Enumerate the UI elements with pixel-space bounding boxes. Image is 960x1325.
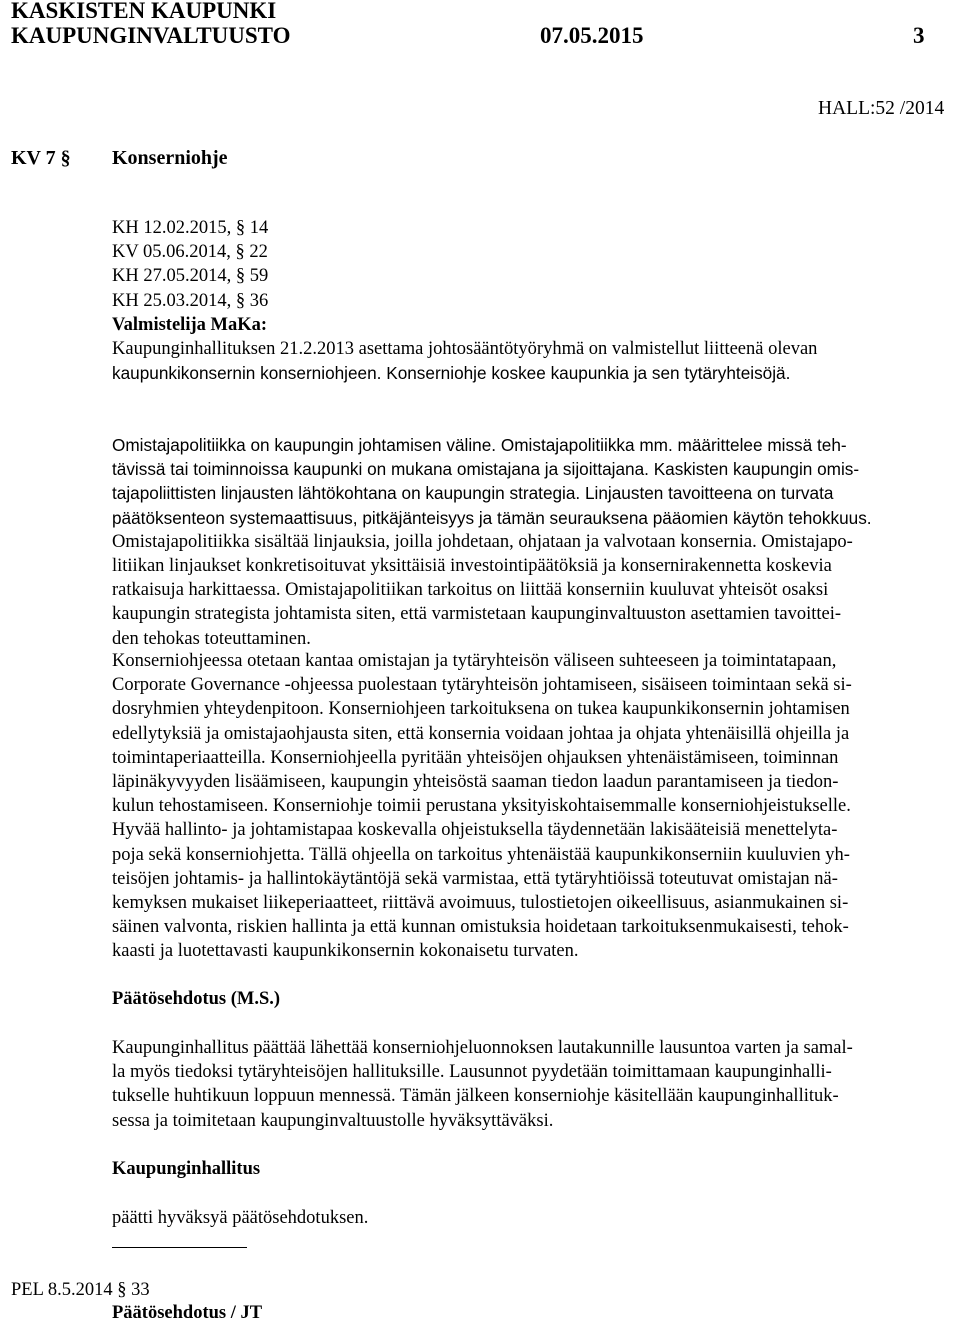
group-line: Konserniohjeessa otetaan kantaa omistajan ja tytäryhteisön väliseen suhteeseen ja toimintatapaan, — [112, 651, 837, 671]
group-line: kemyksen mukaiset liikeperiaatteet, riittävä avoimuus, tulostietojen oikeellisuus, asianmukainen si- — [112, 893, 849, 914]
group-line: kaasti ja luotettavasti kaupunkikonsernin kokonaisetu turvaten. — [112, 941, 579, 962]
proposal-line: sessa ja toimitetaan kaupunginvaltuustolle hyväksyttäväksi. — [112, 1110, 554, 1131]
policy-paragraph — [112, 433, 940, 651]
proposal-line: la myös tiedoksi tytäryhteisöjen hallituksille. Lausunnot pyydetään toimittamaan kaupunginhalli- — [112, 1062, 832, 1083]
policy-line: ratkaisuja harkittaessa. Omistajapolitiikan tarkoitus on liittää konserniin kuuluvat yhteisöt osaksi — [112, 580, 829, 601]
divider-line — [112, 1247, 247, 1248]
footer-heading: Päätösehdotus / JT — [112, 1303, 263, 1323]
history-entry: KV 05.06.2014, § 22 — [112, 242, 268, 263]
case-reference: HALL:52 /2014 — [818, 98, 945, 119]
intro-line: kaupunkikonsernin konserniohjeen. Konserniohje koskee kaupunkia ja sen tytäryhteisöjä. — [112, 363, 791, 384]
body-name: KAUPUNGINVALTUUSTO — [11, 23, 291, 48]
group-line: Hyvää hallinto- ja johtamistapaa koskevalla ohjeistuksella täydennetään lakisääteisiä menettelyta- — [112, 820, 838, 841]
group-line: edellytyksiä ja omistajaohjausta siten, että konsernia voidaan johtaa ja ohjata yhtenäisillä ohjeilla ja — [112, 723, 850, 744]
group-line: poja sekä konserniohjetta. Tällä ohjeella on tarkoitus yhtenäistää kaupunkikonserniin kuuluvien yh- — [112, 844, 850, 865]
group-line: kulun tehostamiseen. Konserniohje toimii perustana yksityiskohtaisemmalle konserniohjeistukselle. — [112, 796, 851, 817]
group-guideline-paragraph — [112, 649, 940, 964]
pel-reference: PEL 8.5.2014 § 33 — [11, 1280, 150, 1300]
history-entry: KH 27.05.2014, § 59 — [112, 266, 269, 287]
item-number: KV 7 § — [11, 147, 71, 169]
decision-text: päätti hyväksyä päätösehdotuksen. — [112, 1208, 369, 1228]
policy-line: tajapoliittisten linjausten lähtökohtana on kaupungin strategia. Linjausten tavoitteena on turvata — [112, 483, 834, 504]
proposal-line: Kaupunginhallitus päättää lähettää konserniohjeluonnoksen lautakunnille lausuntoa varten ja samal- — [112, 1038, 853, 1058]
group-line: toimintaperiaatteilla. Konserniohjeella pyritään yhteisöjen ohjauksen yhtenäistämiseen, toiminnan — [112, 747, 839, 768]
history-entry: KH 12.02.2015, § 14 — [112, 218, 269, 238]
policy-line: tävissä tai toiminnoissa kaupunki on mukana omistajana ja sijoittajana. Kaskisten kaupungin omis- — [112, 459, 860, 480]
org-name: KASKISTEN KAUPUNKI — [11, 0, 277, 23]
policy-line: litiikan linjaukset konkretisoituvat yksittäisiä investointipäätöksiä ja konsernirakennetta koskevia — [112, 556, 832, 577]
policy-line: Omistajapolitiikka on kaupungin johtamisen väline. Omistajapolitiikka mm. määrittelee missä teh- — [112, 435, 847, 455]
decision-heading: Kaupunginhallitus — [112, 1159, 261, 1179]
item-title: Konserniohje — [112, 147, 228, 169]
policy-line: kaupungin strategista johtamista siten, että varmistetaan kaupunginvaltuuston asettamien tavoittei- — [112, 604, 842, 625]
intro-line: Kaupunginhallituksen 21.2.2013 asettama johtosääntötyöryhmä on valmistellut liitteenä olevan — [112, 339, 818, 360]
group-line: teisöjen johtamis- ja hallintokäytäntöjä sekä varmistaa, että tytäryhtiöissä toteutuvat omistajan nä- — [112, 868, 838, 889]
group-line: dosryhmien yhteydenpitoon. Konserniohjeen tarkoituksena on tukea kaupunkikonsernin johtamisen — [112, 699, 850, 720]
policy-line: den tehokas toteuttaminen. — [112, 628, 311, 649]
history-entry: KH 25.03.2014, § 36 — [112, 290, 269, 311]
proposal-line: tukselle huhtikuun loppuun mennessä. Tämän jälkeen konserniohje käsitellään kaupunginhallituk- — [112, 1086, 839, 1107]
proposal-heading: Päätösehdotus (M.S.) — [112, 989, 281, 1009]
page-number: 3 — [913, 23, 925, 48]
group-line: Corporate Governance -ohjeessa puolestaan tytäryhteisön johtamiseen, sisäiseen toimintaan sekä si- — [112, 675, 852, 696]
proposal-paragraph — [112, 1036, 940, 1133]
header-date: 07.05.2015 — [540, 23, 644, 48]
history-list — [112, 216, 940, 385]
group-line: säinen valvonta, riskien hallinta ja että kunnan omistuksia hoidetaan tarkoituksenmukaisesti, tehok- — [112, 917, 849, 938]
policy-line: päätöksenteon systemaattisuus, pitkäjänteisyys ja tämän seurauksena pääomien käytön tehokkuus. — [112, 507, 872, 528]
policy-line: Omistajapolitiikka sisältää linjauksia, joilla johdetaan, ohjataan ja valvotaan konsernia. Omistajapo- — [112, 531, 853, 552]
group-line: läpinäkyvyyden lisäämiseen, kaupungin yhteisöstä saaman tiedon laadun parantamiseen ja tiedon- — [112, 772, 839, 793]
preparer-label: Valmistelija MaKa: — [112, 314, 268, 335]
